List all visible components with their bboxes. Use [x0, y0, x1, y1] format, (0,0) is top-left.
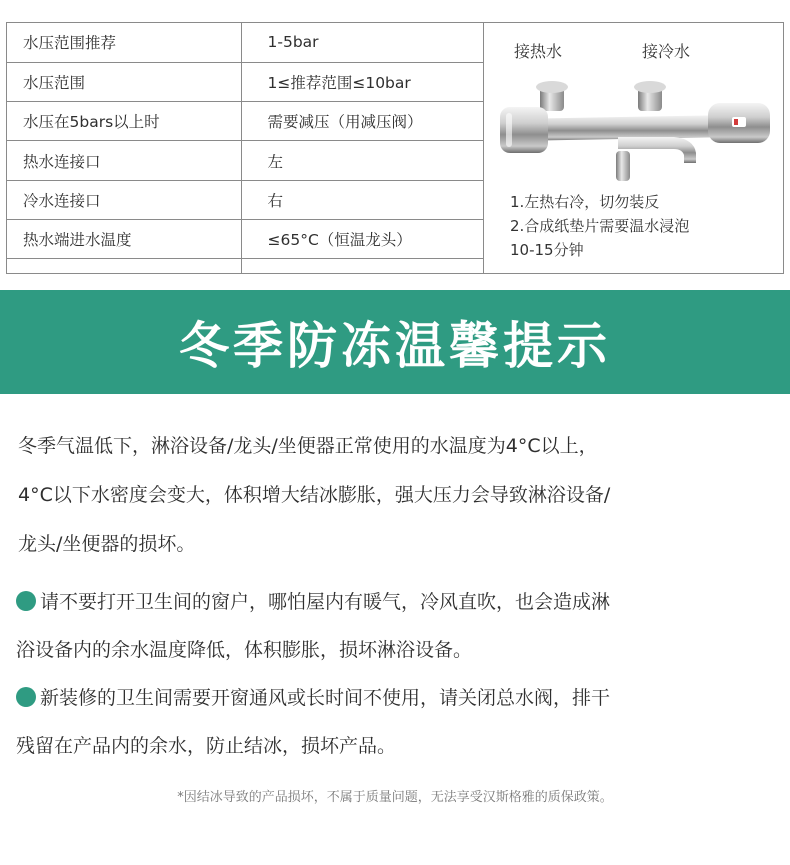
cold-water-label: 接冷水: [642, 42, 691, 61]
table-row-empty: [7, 259, 483, 273]
spec-label: 水压范围: [7, 62, 241, 101]
spec-value: 左: [241, 141, 483, 180]
table-row: [7, 180, 483, 219]
tip-line: 残留在产品内的余水，防止结冰，损坏产品。: [16, 735, 397, 757]
spec-label: 冷水连接口: [7, 180, 241, 219]
tip-bullet: [16, 674, 780, 770]
tip-line: 请不要打开卫生间的窗户，哪怕屋内有暖气，冷风直吹，也会造成淋: [40, 591, 611, 613]
tip-line: 新装修的卫生间需要开窗通风或长时间不使用，请关闭总水阀，排干: [40, 687, 611, 709]
product-panel: [483, 23, 783, 273]
note-line: 1.左热右冷，切勿装反: [510, 193, 660, 211]
spec-table: [7, 23, 484, 273]
winter-tips-banner: [0, 290, 790, 394]
table-row: [7, 62, 483, 101]
intro-line: 龙头/坐便器的损坏。: [18, 533, 196, 555]
tip-line: 浴设备内的余水温度降低，体积膨胀，损坏淋浴设备。: [16, 639, 473, 661]
intro-line: 4°C以下水密度会变大，体积增大结冰膨胀，强大压力会导致淋浴设备/: [18, 484, 611, 506]
spec-value: ≤65°C（恒温龙头）: [241, 220, 483, 259]
table-row: [7, 23, 483, 62]
table-row: [7, 141, 483, 180]
table-row: [7, 220, 483, 259]
note-line: 2.合成纸垫片需要温水浸泡: [510, 217, 690, 235]
faucet-image: [498, 67, 778, 191]
spec-label: 水压在5bars以上时: [7, 102, 241, 141]
intro-line: 冬季气温低下，淋浴设备/龙头/坐便器正常使用的水温度为4°C以上，: [18, 435, 598, 457]
spec-section: [6, 22, 784, 274]
intro-paragraph: [18, 422, 778, 569]
note-line: 10-15分钟: [510, 241, 584, 259]
table-row: [7, 102, 483, 141]
bullet-dot-icon: [16, 687, 36, 707]
spec-label: 水压范围推荐: [7, 23, 241, 62]
banner-title: 冬季防冻温馨提示: [179, 317, 611, 375]
warranty-footnote: *因结冰导致的产品损坏，不属于质量问题，无法享受汉斯格雅的质保政策。: [177, 790, 613, 805]
spec-value: 需要减压（用减压阀）: [241, 102, 483, 141]
hot-water-label: 接热水: [514, 42, 563, 61]
bullet-dot-icon: [16, 591, 36, 611]
spec-label: 热水端进水温度: [7, 220, 241, 259]
tip-bullet: [16, 578, 780, 674]
spec-value: 1-5bar: [241, 23, 483, 62]
spec-value: 右: [241, 180, 483, 219]
spec-value: 1≤推荐范围≤10bar: [241, 62, 483, 101]
spec-label: 热水连接口: [7, 141, 241, 180]
